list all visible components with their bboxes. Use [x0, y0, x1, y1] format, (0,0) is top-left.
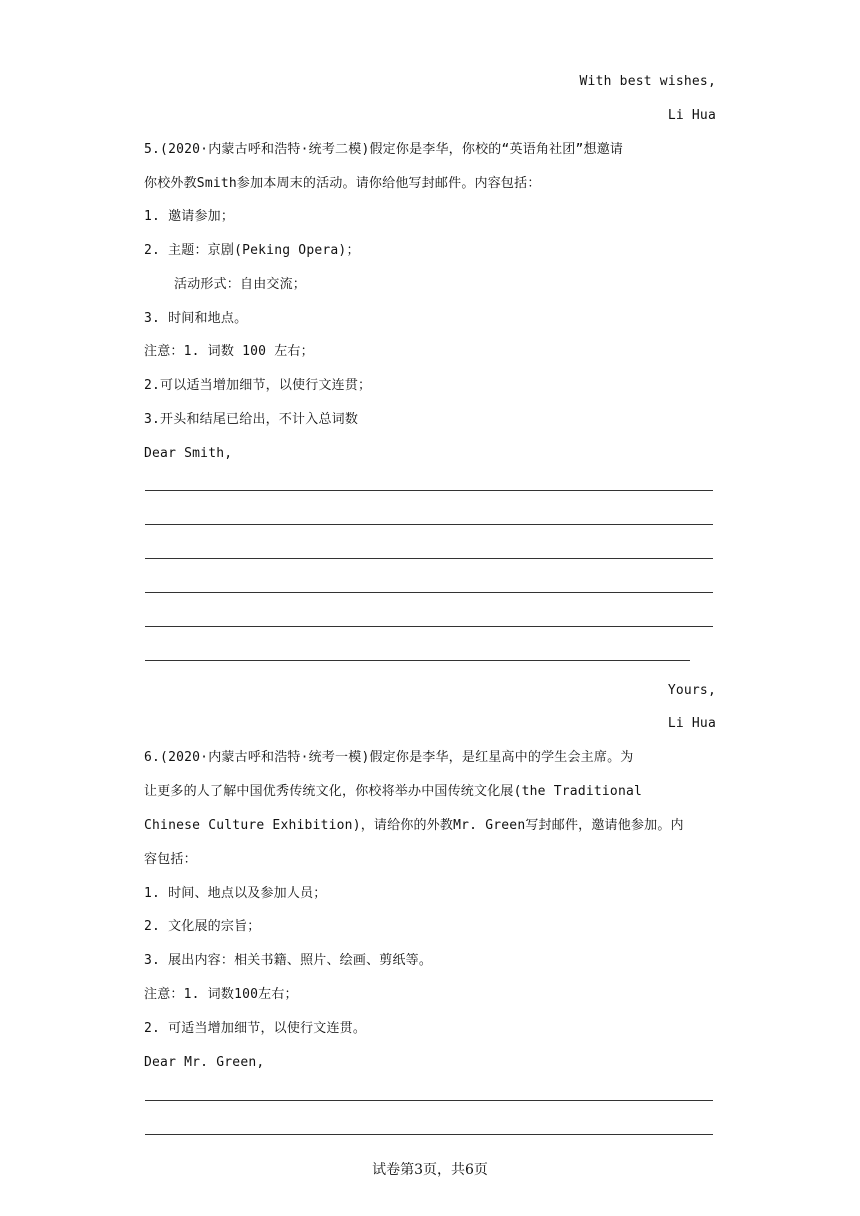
- q5-note: 3.开头和结尾已给出，不计入总词数: [144, 412, 359, 427]
- closing-wishes: With best wishes,: [579, 74, 716, 89]
- q5-requirement-subitem: 活动形式：自由交流；: [174, 277, 307, 292]
- q5-note: 注意：1. 词数 100 左右；: [144, 344, 314, 359]
- answer-line[interactable]: [145, 1134, 713, 1135]
- q5-requirement-item: 1. 邀请参加；: [144, 209, 235, 224]
- answer-line[interactable]: [145, 524, 713, 525]
- q5-requirement-item: 2. 主题：京剧(Peking Opera)；: [144, 243, 360, 258]
- q5-note: 2.可以适当增加细节，以使行文连贯；: [144, 378, 372, 393]
- answer-line[interactable]: [145, 592, 713, 593]
- q6-note: 2. 可适当增加细节，以使行文连贯。: [144, 1021, 367, 1036]
- q6-requirement-item: 2. 文化展的宗旨；: [144, 919, 261, 934]
- q5-prompt-line: 5.(2020·内蒙古呼和浩特·统考二模)假定你是李华，你校的“英语角社团”想邀请: [144, 142, 624, 157]
- q6-requirement-item: 3. 展出内容：相关书籍、照片、绘画、剪纸等。: [144, 953, 433, 968]
- q6-prompt-line: 让更多的人了解中国优秀传统文化，你校将举办中国传统文化展(the Traditional: [144, 784, 643, 799]
- closing-signature: Li Hua: [667, 108, 716, 123]
- q6-prompt-line: 容包括：: [144, 852, 197, 867]
- q5-requirement-item: 3. 时间和地点。: [144, 311, 248, 326]
- q6-requirement-item: 1. 时间、地点以及参加人员；: [144, 886, 327, 901]
- answer-line[interactable]: [145, 490, 713, 491]
- q6-note: 注意：1. 词数100左右；: [144, 987, 298, 1002]
- page-footer: 试卷第3页，共6页: [372, 1162, 488, 1178]
- q6-prompt-line: Chinese Culture Exhibition)，请给你的外教Mr. Green写封邮件，邀请他参加。内: [144, 818, 684, 833]
- q5-salutation: Dear Smith,: [144, 446, 233, 461]
- q5-closing: Yours,: [667, 683, 716, 698]
- q6-salutation: Dear Mr. Green,: [144, 1055, 265, 1070]
- q6-prompt-line: 6.(2020·内蒙古呼和浩特·统考一模)假定你是李华，是红星高中的学生会主席。为: [144, 750, 634, 765]
- answer-line[interactable]: [145, 558, 713, 559]
- q5-signature: Li Hua: [667, 716, 716, 731]
- q5-prompt-line: 你校外教Smith参加本周末的活动。请你给他写封邮件。内容包括：: [144, 176, 541, 191]
- answer-line[interactable]: [145, 1100, 713, 1101]
- answer-line[interactable]: [145, 660, 690, 661]
- answer-line[interactable]: [145, 626, 713, 627]
